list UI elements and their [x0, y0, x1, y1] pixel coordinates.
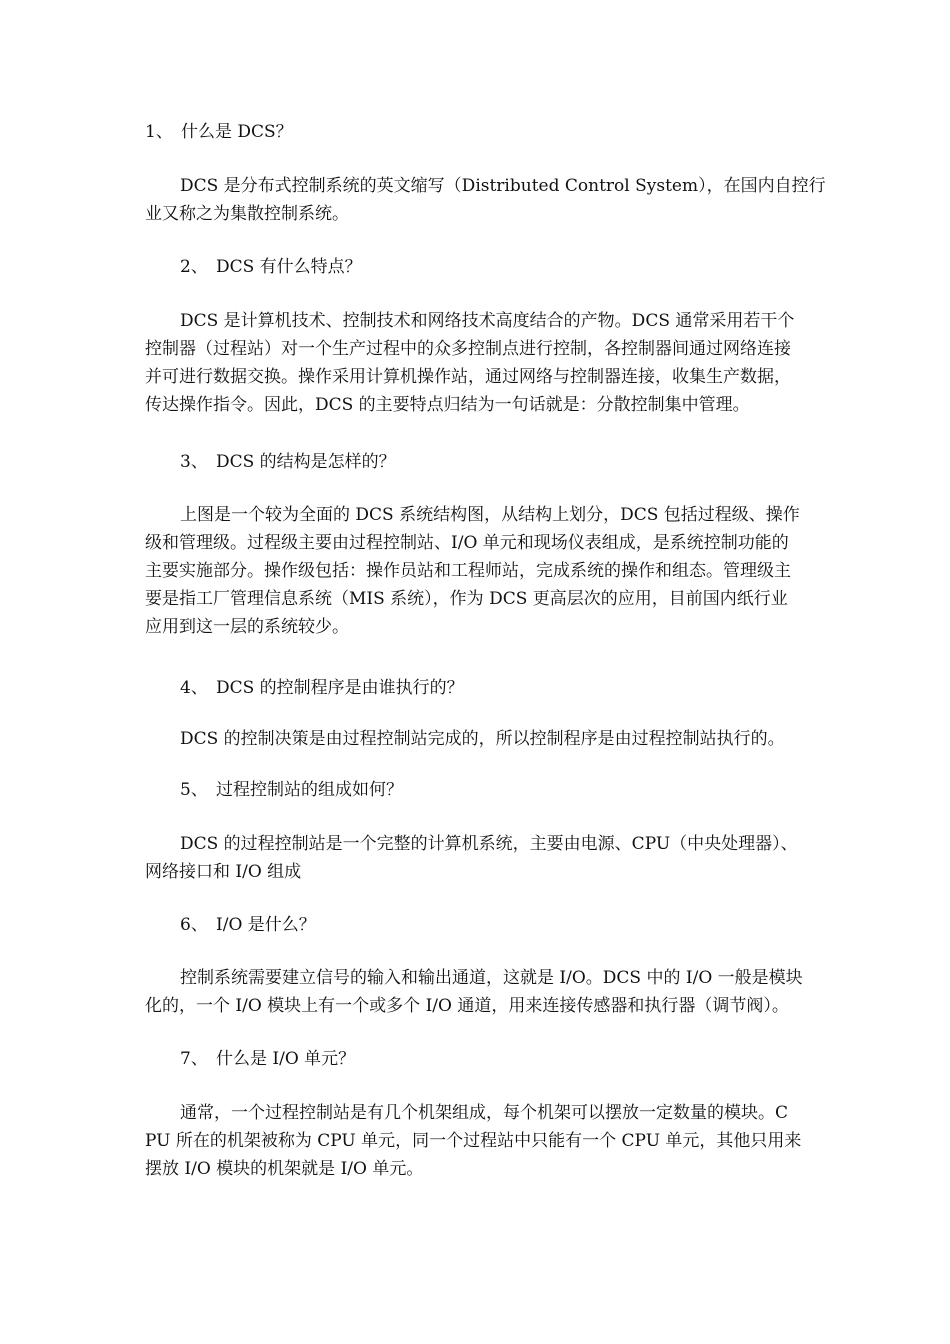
answer-line: DCS 是分布式控制系统的英文缩写（Distributed Control System），在国内自控行: [180, 176, 826, 196]
answer-paragraph: [145, 307, 809, 419]
question-text: DCS 的结构是怎样的？: [216, 452, 396, 472]
answer-line: 业又称之为集散控制系统。: [145, 204, 349, 224]
answer-paragraph: [145, 964, 809, 1020]
answer-line: 控制系统需要建立信号的输入和输出通道，这就是 I/O。DCS 中的 I/O 一般是模块: [180, 968, 803, 988]
answer-line: 网络接口和 I/O 组成: [145, 862, 302, 882]
question-heading: [180, 911, 316, 939]
answer-line: 控制器（过程站）对一个生产过程中的众多控制点进行控制，各控制器间通过网络连接: [145, 339, 791, 359]
answer-line: 上图是一个较为全面的 DCS 系统结构图，从结构上划分，DCS 包括过程级、操作: [180, 505, 800, 525]
answer-line: 级和管理级。过程级主要由过程控制站、I/O 单元和现场仪表组成，是系统控制功能的: [145, 533, 789, 553]
answer-line: 应用到这一层的系统较少。: [145, 617, 349, 637]
answer-paragraph: [145, 172, 826, 228]
question-heading: [145, 118, 293, 146]
question-text: DCS 有什么特点？: [216, 257, 362, 277]
answer-line: DCS 是计算机技术、控制技术和网络技术高度结合的产物。DCS 通常采用若干个: [180, 311, 795, 331]
answer-line: DCS 的控制决策是由过程控制站完成的，所以控制程序是由过程控制站执行的。: [180, 729, 785, 749]
question-text: 什么是 I/O 单元？: [216, 1049, 356, 1069]
question-text: 过程控制站的组成如何？: [216, 780, 403, 800]
answer-paragraph: [145, 501, 809, 641]
question-number: 6、: [180, 915, 208, 935]
question-number: 7、: [180, 1049, 208, 1069]
answer-line: PU 所在的机架被称为 CPU 单元，同一个过程站中只能有一个 CPU 单元，其他只用来: [145, 1131, 802, 1151]
question-heading: [180, 674, 464, 702]
question-number: 4、: [180, 678, 208, 698]
answer-line: 通常，一个过程控制站是有几个机架组成，每个机架可以摆放一定数量的模块。C: [180, 1103, 789, 1123]
question-heading: [180, 1045, 355, 1073]
answer-paragraph: [145, 1099, 809, 1183]
question-text: DCS 的控制程序是由谁执行的？: [216, 678, 464, 698]
question-number: 3、: [180, 452, 208, 472]
answer-line: 要是指工厂管理信息系统（MIS 系统），作为 DCS 更高层次的应用，目前国内纸行业: [145, 589, 788, 609]
answer-line: 传达操作指令。因此，DCS 的主要特点归结为一句话就是：分散控制集中管理。: [145, 395, 750, 415]
question-number: 5、: [180, 780, 208, 800]
question-heading: [180, 776, 403, 804]
answer-paragraph: [145, 830, 809, 886]
question-heading: [180, 448, 396, 476]
answer-line: 摆放 I/O 模块的机架就是 I/O 单元。: [145, 1159, 424, 1179]
answer-line: 并可进行数据交换。操作采用计算机操作站，通过网络与控制器连接，收集生产数据，: [145, 367, 791, 387]
question-number: 2、: [180, 257, 208, 277]
answer-paragraph: [145, 725, 809, 753]
answer-line: 化的，一个 I/O 模块上有一个或多个 I/O 通道，用来连接传感器和执行器（调节阀）。: [145, 996, 789, 1016]
answer-line: 主要实施部分。操作级包括：操作员站和工程师站，完成系统的操作和组态。管理级主: [145, 561, 791, 581]
question-number: 1、: [145, 122, 173, 142]
question-text: 什么是 DCS？: [181, 122, 293, 142]
answer-line: DCS 的过程控制站是一个完整的计算机系统，主要由电源、CPU（中央处理器）、: [180, 834, 798, 854]
question-heading: [180, 253, 362, 281]
question-text: I/O 是什么？: [216, 915, 316, 935]
